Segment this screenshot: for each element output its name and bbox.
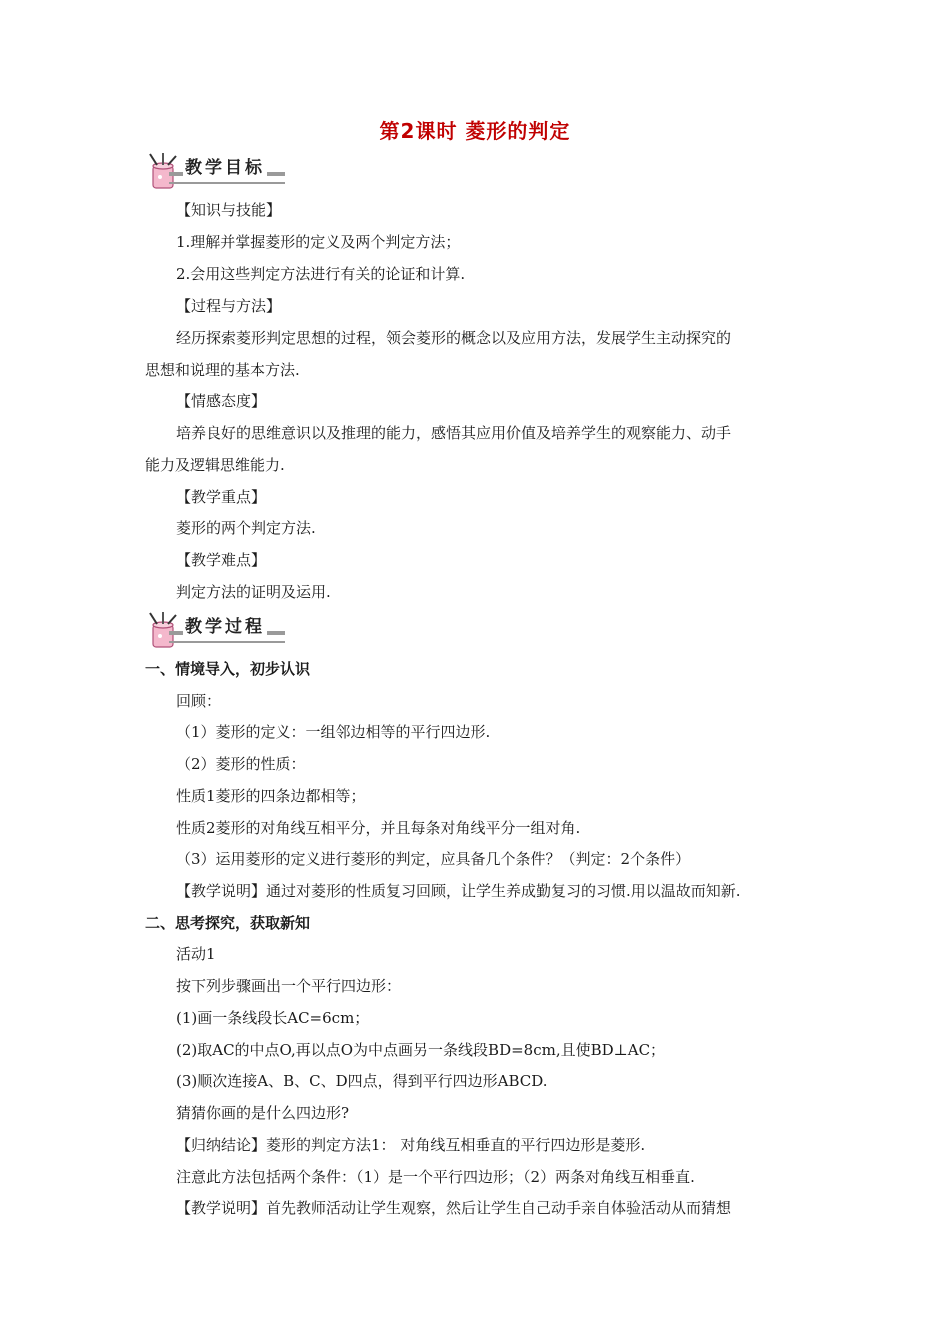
section-2-heading: 二、思考探究，获取新知 [145,914,311,932]
difficult-point-text: 判定方法的证明及运用. [176,583,331,601]
banner-label: 教学过程 [183,612,267,637]
method-text-2: 思想和说理的基本方法. [145,361,300,379]
page-title: 第2课时 菱形的判定 [379,119,571,143]
banner-rule [169,182,285,184]
steps-intro: 按下列步骤画出一个平行四边形： [176,977,402,995]
knowledge-heading: 【知识与技能】 [176,201,282,219]
method-text-1: 经历探索菱形判定思想的过程，领会菱形的概念以及应用方法，发展学生主动探究的 [176,329,732,347]
definition-text: （1）菱形的定义：一组邻边相等的平行四边形. [176,723,491,741]
section-banner-objectives [143,152,288,194]
banner-label: 教学目标 [183,153,267,178]
key-point-text: 菱形的两个判定方法. [176,519,316,537]
difficult-point-heading: 【教学难点】 [176,551,267,569]
emotion-text-2: 能力及逻辑思维能力. [145,456,285,474]
review-label: 回顾： [176,692,222,710]
teaching-note-2: 【教学说明】首先教师活动让学生观察，然后让学生自己动手亲自体验活动从而猜想 [176,1199,732,1217]
property-heading: （2）菱形的性质： [176,755,306,773]
banner-rule [169,641,285,643]
emotion-text-1: 培养良好的思维意识以及推理的能力，感悟其应用价值及培养学生的观察能力、动手 [176,424,732,442]
knowledge-item-2: 2.会用这些判定方法进行有关的论证和计算. [176,265,466,283]
step-2: (2)取AC的中点O,再以点O为中点画另一条线段BD=8cm,且使BD⊥AC； [176,1041,666,1059]
key-point-heading: 【教学重点】 [176,488,267,506]
activity-1-label: 活动1 [176,945,216,963]
attention-text: 注意此方法包括两个条件：（1）是一个平行四边形；（2）两条对角线互相垂直. [176,1168,695,1186]
emotion-heading: 【情感态度】 [176,392,267,410]
guess-question: 猜猜你画的是什么四边形? [176,1104,350,1122]
step-1: (1)画一条线段长AC=6cm； [176,1009,370,1027]
section-banner-process [143,611,288,653]
property-1: 性质1菱形的四条边都相等； [176,787,366,805]
knowledge-item-1: 1.理解并掌握菱形的定义及两个判定方法； [176,233,461,251]
property-2: 性质2菱形的对角线互相平分，并且每条对角线平分一组对角. [176,819,581,837]
teaching-note-1: 【教学说明】通过对菱形的性质复习回顾，让学生养成勤复习的习惯.用以温故而知新. [176,882,741,900]
conclusion-text: 【归纳结论】菱形的判定方法1： 对角线互相垂直的平行四边形是菱形. [176,1136,646,1154]
step-3: (3)顺次连接A、B、C、D四点，得到平行四边形ABCD. [176,1072,548,1090]
section-1-heading: 一、情境导入，初步认识 [145,660,311,678]
question-3: （3）运用菱形的定义进行菱形的判定，应具备几个条件？（判定：2个条件） [176,850,691,868]
method-heading: 【过程与方法】 [176,297,282,315]
